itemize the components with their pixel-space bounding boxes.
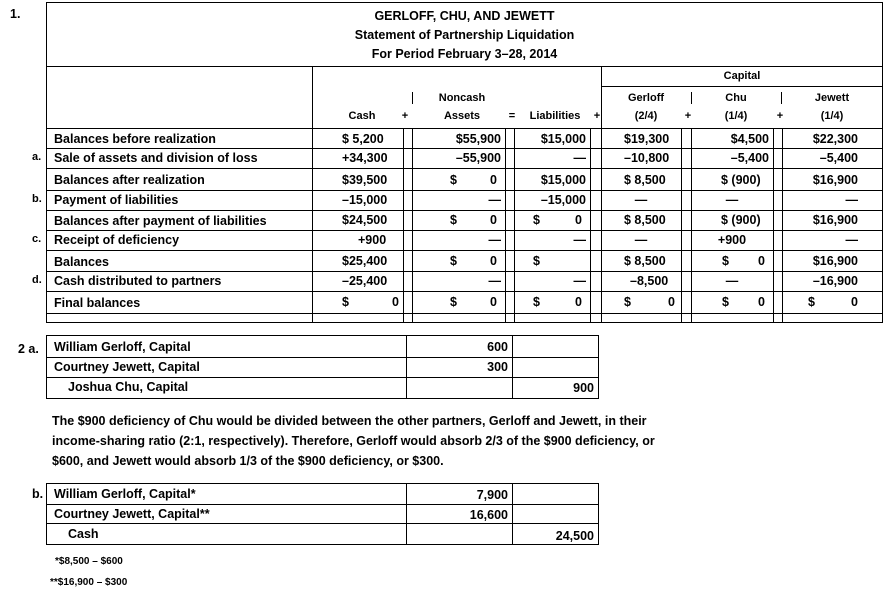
jewett-cell: — [845, 233, 858, 247]
liabilities-cell: $15,000 [540, 173, 586, 187]
noncash-cell: 0 [490, 213, 497, 227]
row-label: Balances before realization [54, 132, 216, 146]
gerloff-currency: $ [624, 295, 631, 309]
jewett-cell: $22,300 [812, 132, 858, 146]
noncash-cell: 0 [490, 254, 497, 268]
chu-cell: — [725, 193, 739, 207]
gerloff-cell: –10,800 [624, 151, 670, 165]
chu-cell: 0 [758, 254, 765, 268]
cash-cell: $39,500 [342, 173, 388, 187]
noncash-cell: — [488, 233, 501, 247]
chu-cell: –5,400 [730, 151, 769, 165]
jewett-cell: –5,400 [819, 151, 858, 165]
question-number-2b: b. [32, 487, 44, 501]
liabilities-currency: $ [533, 295, 540, 309]
question-number-2a: 2 a. [18, 342, 39, 356]
col-header-chu-line1: Chu [725, 92, 747, 104]
chu-currency: $ [722, 254, 729, 268]
noncash-cell: 0 [490, 173, 497, 187]
jewett-cell: –16,900 [812, 274, 858, 288]
noncash-currency: $ [450, 173, 457, 187]
footnote: *$8,500 – $600 [55, 556, 123, 567]
liabilities-cell: — [573, 151, 586, 165]
row-label: Receipt of deficiency [54, 233, 180, 247]
chu-cell: 0 [758, 295, 765, 309]
jewett-cell: — [845, 193, 858, 207]
gerloff-cell: $19,300 [624, 132, 670, 146]
col-header-plus-4: + [776, 110, 784, 122]
noncash-currency: $ [450, 213, 457, 227]
chu-currency: $ [722, 295, 729, 309]
row-marker: c. [32, 233, 42, 245]
statement-period: For Period February 3–28, 2014 [371, 47, 558, 61]
row-label: Balances [54, 255, 109, 269]
liabilities-cell: 0 [575, 295, 582, 309]
row-label: Cash distributed to partners [54, 274, 222, 288]
journal-account: Courtney Jewett, Capital [54, 360, 200, 374]
row-label: Balances after payment of liabilities [54, 214, 267, 228]
journal-debit: 16,600 [469, 508, 508, 522]
question-number-1: 1. [10, 7, 21, 21]
liabilities-currency: $ [533, 213, 540, 227]
cash-cell: –15,000 [342, 193, 388, 207]
row-label: Payment of liabilities [54, 193, 179, 207]
cash-cell: +34,300 [342, 151, 388, 165]
chu-cell: $4,500 [730, 132, 769, 146]
capital-group-label: Capital [723, 70, 761, 82]
jewett-cell: $16,900 [812, 213, 858, 227]
gerloff-cell: $ 8,500 [624, 213, 666, 227]
noncash-currency: $ [450, 254, 457, 268]
jewett-cell: $16,900 [812, 173, 858, 187]
journal-account: William Gerloff, Capital* [54, 487, 196, 501]
jewett-cell: $16,900 [812, 254, 858, 268]
col-header-noncash-line2: Assets [443, 110, 481, 122]
journal-credit: 900 [573, 381, 594, 395]
chu-cell: $ (900) [721, 173, 761, 187]
journal-account: William Gerloff, Capital [54, 340, 191, 354]
cash-cell: $ 5,200 [342, 132, 384, 146]
explanation-line: The $900 deficiency of Chu would be divided between the other partners, Gerloff and Jewett, in their [52, 414, 647, 428]
journal-account: Courtney Jewett, Capital** [54, 507, 210, 521]
noncash-cell: — [488, 193, 501, 207]
cash-cell: $24,500 [342, 213, 388, 227]
cash-cell: –25,400 [342, 274, 388, 288]
gerloff-cell: –8,500 [630, 274, 669, 288]
row-marker: b. [32, 193, 42, 205]
explanation-line: $600, and Jewett would absorb 1/3 of the $900 deficiency, or $300. [52, 454, 444, 468]
journal-debit: 7,900 [476, 488, 508, 502]
col-header-plus-1: + [401, 110, 409, 122]
cash-cell: +900 [358, 233, 387, 247]
row-label: Balances after realization [54, 173, 205, 187]
journal-debit: 600 [487, 340, 508, 354]
noncash-cell: $55,900 [455, 132, 501, 146]
noncash-currency: $ [450, 295, 457, 309]
explanation-line: income-sharing ratio (2:1, respectively). Therefore, Gerloff would absorb 2/3 of the $900 deficiency, or [52, 434, 655, 448]
cash-cell: 0 [392, 295, 399, 309]
journal-account: Cash [68, 527, 99, 541]
chu-cell: — [725, 274, 739, 288]
cash-cell: $25,400 [342, 254, 388, 268]
gerloff-cell: — [634, 233, 648, 247]
noncash-cell: 0 [490, 295, 497, 309]
row-marker: a. [32, 151, 42, 163]
col-header-chu-line2: (1/4) [724, 110, 748, 122]
chu-cell: +900 [717, 233, 747, 247]
liabilities-cell: –15,000 [540, 193, 586, 207]
col-header-plus-2: + [593, 110, 601, 122]
liabilities-cell: — [573, 274, 586, 288]
noncash-cell: –55,900 [455, 151, 501, 165]
liabilities-cell: — [573, 233, 586, 247]
jewett-cell: 0 [851, 295, 858, 309]
journal-credit: 24,500 [555, 529, 594, 543]
col-header-plus-3: + [684, 110, 692, 122]
statement-title: Statement of Partnership Liquidation [354, 28, 575, 42]
col-header-gerloff-line1: Gerloff [627, 92, 665, 104]
liabilities-currency: $ [533, 254, 540, 268]
journal-debit: 300 [487, 360, 508, 374]
gerloff-cell: $ 8,500 [624, 173, 666, 187]
footnote: **$16,900 – $300 [50, 577, 128, 588]
chu-cell: $ (900) [721, 213, 761, 227]
col-header-liabilities: Liabilities [529, 110, 581, 122]
noncash-cell: — [488, 274, 501, 288]
row-label: Sale of assets and division of loss [54, 151, 258, 165]
col-header-jewett-line2: (1/4) [820, 110, 844, 122]
liabilities-cell: $15,000 [540, 132, 586, 146]
row-label: Final balances [54, 296, 141, 310]
col-header-jewett-line1: Jewett [814, 92, 850, 104]
statement-company-title: GERLOFF, CHU, AND JEWETT [374, 9, 555, 23]
col-header-gerloff-line2: (2/4) [634, 110, 658, 122]
col-header-equals: = [508, 110, 516, 122]
col-header-noncash-line1: Noncash [438, 92, 486, 104]
liabilities-cell: 0 [575, 213, 582, 227]
gerloff-cell: $ 8,500 [624, 254, 666, 268]
cash-currency: $ [342, 295, 349, 309]
jewett-currency: $ [808, 295, 815, 309]
gerloff-cell: 0 [668, 295, 675, 309]
col-header-cash: Cash [348, 110, 376, 122]
journal-account: Joshua Chu, Capital [68, 380, 189, 394]
row-marker: d. [32, 274, 42, 286]
gerloff-cell: — [634, 193, 648, 207]
